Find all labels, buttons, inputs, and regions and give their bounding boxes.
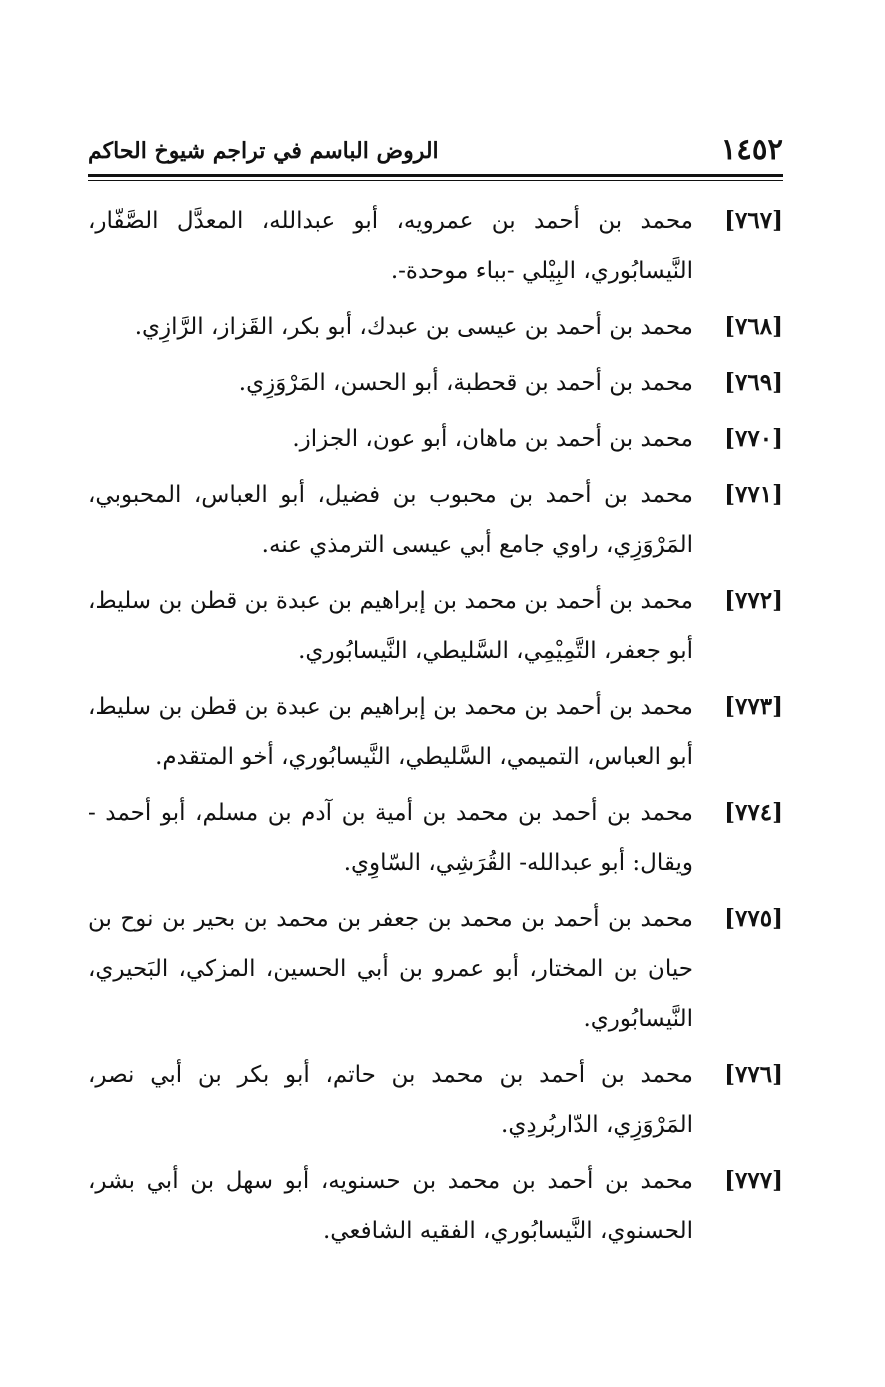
entry (88, 576, 783, 676)
entry-text: محمد بن أحمد بن عمرويه، أبو عبدالله، المعدَّل الصَّفّار، النَّيسابُوري، البِيْلي -بباء موحدة-. (88, 208, 693, 284)
entry-text: محمد بن أحمد بن محمد بن إبراهيم بن عبدة بن قطن بن سليط، أبو العباس، التميمي، السَّليطي، النَّيسابُوري، أخو المتقدم. (88, 694, 693, 770)
entry (88, 302, 783, 352)
entry (88, 894, 783, 1044)
entries-list (88, 196, 783, 1262)
entry (88, 682, 783, 782)
page-header (88, 130, 783, 174)
entry-number: [٧٦٧] (724, 207, 783, 234)
entry-number: [٧٧٣] (724, 693, 783, 720)
entry-number: [٧٧٢] (724, 587, 783, 614)
entry (88, 196, 783, 296)
entry (88, 1156, 783, 1256)
entry (88, 1050, 783, 1150)
entry-text: محمد بن أحمد بن محمد بن جعفر بن محمد بن بحير بن نوح بن حيان بن المختار، أبو عمرو بن أبي الحسين، المزكي، البَحيري، النَّيسابُوري. (88, 906, 693, 1032)
entry-text: محمد بن أحمد بن محمد بن إبراهيم بن عبدة بن قطن بن سليط، أبو جعفر، التَّمِيْمِي، السَّليطي، النَّيسابُوري. (88, 588, 693, 664)
entry-text: محمد بن أحمد بن محبوب بن فضيل، أبو العباس، المحبوبي، المَرْوَزِي، راوي جامع أبي عيسى الترمذي عنه. (88, 482, 693, 558)
entry (88, 788, 783, 888)
header-rule-thick (88, 174, 783, 177)
entry-number: [٧٦٩] (724, 369, 783, 396)
entry-text: محمد بن أحمد بن قحطبة، أبو الحسن، المَرْوَزِي. (238, 370, 693, 396)
entry-number: [٧٧٧] (724, 1167, 783, 1194)
entry-text: محمد بن أحمد بن محمد بن حاتم، أبو بكر بن أبي نصر، المَرْوَزِي، الدّاربُردِي. (88, 1062, 693, 1138)
entry-text: محمد بن أحمد بن محمد بن حسنويه، أبو سهل بن أبي بشر، الحسنوي، النَّيسابُوري، الفقيه الشافعي. (88, 1168, 693, 1244)
entry-text: محمد بن أحمد بن عيسى بن عبدك، أبو بكر، القَزاز، الرَّازِي. (134, 314, 693, 340)
running-title: الروض الباسم في تراجم شيوخ الحاكم (88, 138, 439, 164)
entry-number: [٧٧٦] (724, 1061, 783, 1088)
entry-number: [٧٧٤] (724, 799, 783, 826)
page-number: ١٤٥٢ (720, 132, 783, 166)
entry-number: [٧٦٨] (724, 313, 783, 340)
entry-number: [٧٧٥] (724, 905, 783, 932)
entry-text: محمد بن أحمد بن ماهان، أبو عون، الجزاز. (292, 426, 693, 452)
header-rule-thin (88, 180, 783, 181)
entry-number: [٧٧٠] (724, 425, 783, 452)
entry-text: محمد بن أحمد بن محمد بن أمية بن آدم بن مسلم، أبو أحمد - ويقال: أبو عبدالله- القُرَشِي، السّاوِي. (88, 800, 693, 876)
entry (88, 358, 783, 408)
entry (88, 470, 783, 570)
entry-number: [٧٧١] (724, 481, 783, 508)
entry (88, 414, 783, 464)
